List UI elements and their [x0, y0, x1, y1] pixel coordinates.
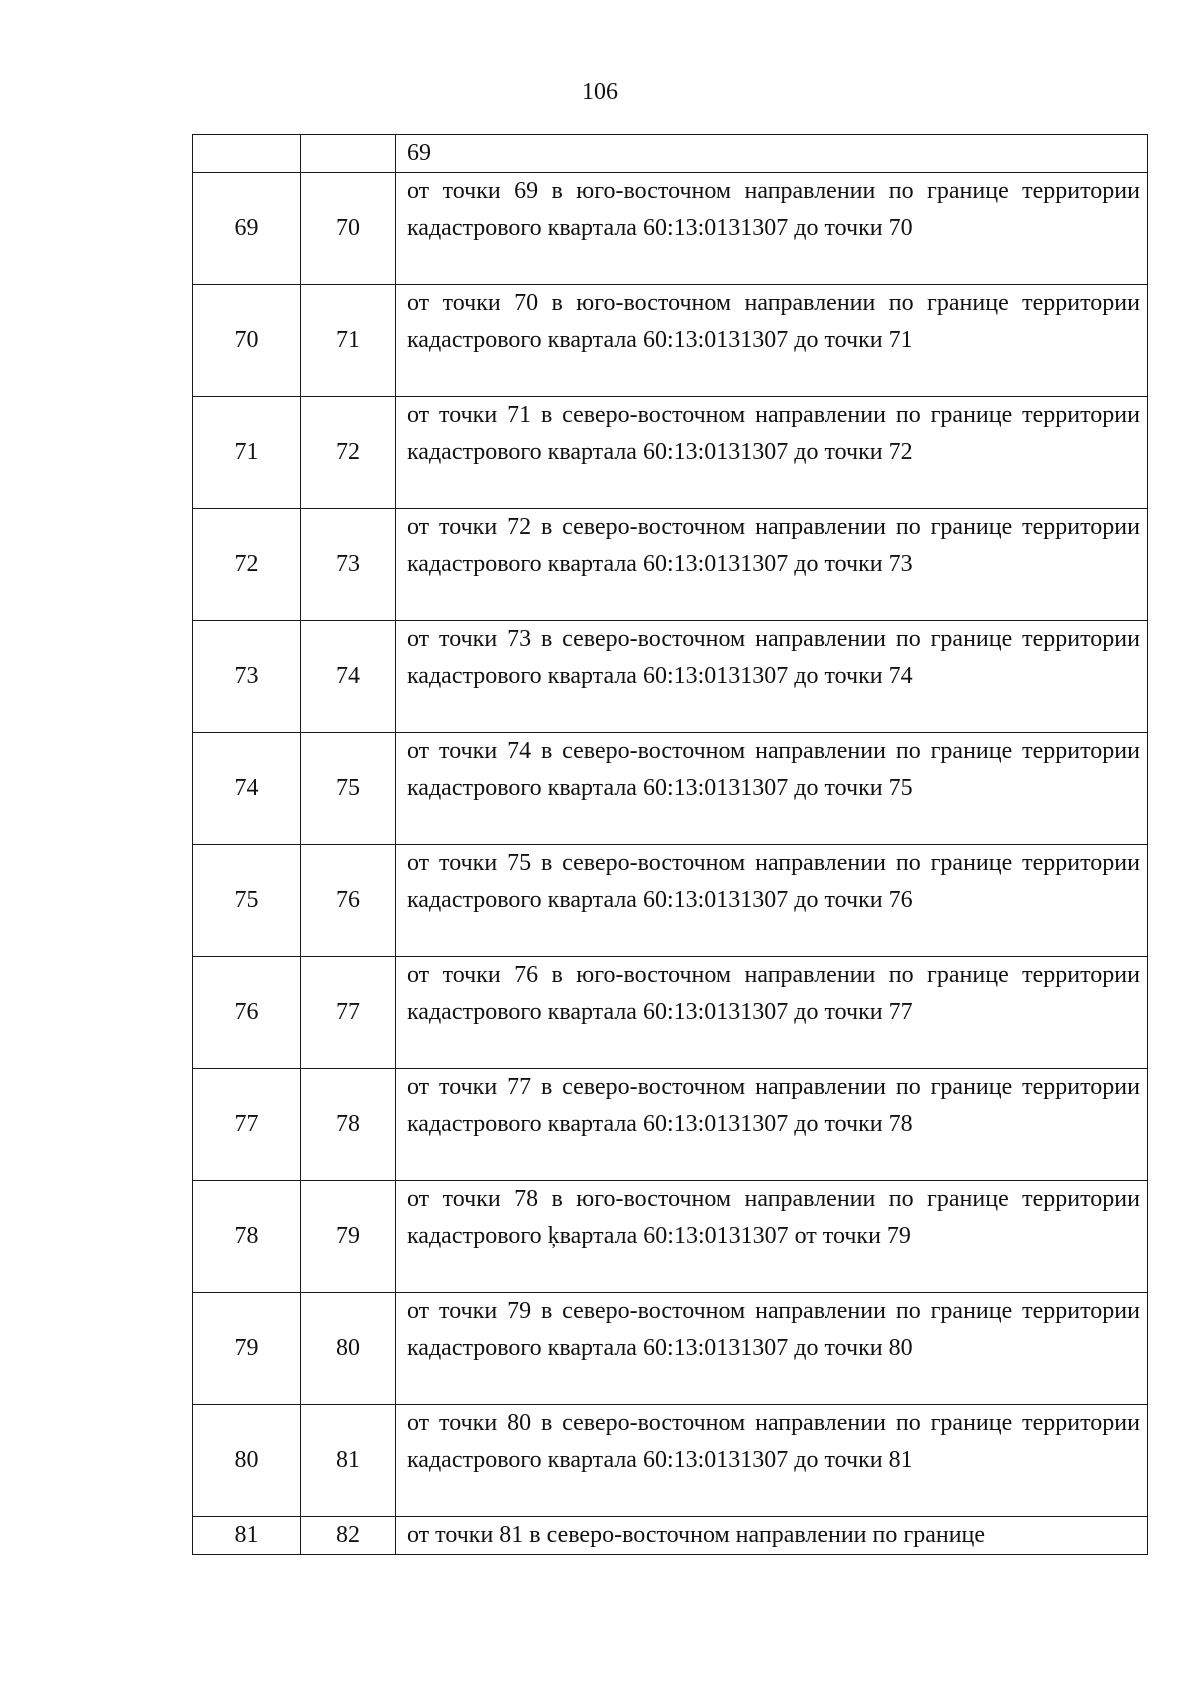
point-to-cell: 74	[301, 621, 396, 733]
table-row	[193, 509, 1148, 621]
point-to-cell: 70	[301, 173, 396, 285]
point-from-cell: 70	[193, 285, 301, 397]
table-row	[193, 1181, 1148, 1293]
segment-description-cell: от точки 70 в юго-восточном направлении по границе территории кадастрового квартала 60:13:0131307 до точки 71	[396, 285, 1148, 397]
point-to-cell	[301, 135, 396, 173]
point-to-cell: 72	[301, 397, 396, 509]
point-from-cell: 69	[193, 173, 301, 285]
segment-description-cell: от точки 71 в северо-восточном направлении по границе территории кадастрового квартала 60:13:0131307 до точки 72	[396, 397, 1148, 509]
table-row	[193, 135, 1148, 173]
point-to-cell: 71	[301, 285, 396, 397]
table-row	[193, 733, 1148, 845]
point-from-cell: 72	[193, 509, 301, 621]
point-to-cell: 82	[301, 1517, 396, 1555]
point-to-cell: 73	[301, 509, 396, 621]
segment-description-cell: от точки 72 в северо-восточном направлении по границе территории кадастрового квартала 60:13:0131307 до точки 73	[396, 509, 1148, 621]
point-from-cell: 79	[193, 1293, 301, 1405]
page-number: 106	[582, 79, 618, 105]
point-from-cell: 75	[193, 845, 301, 957]
table-row	[193, 1069, 1148, 1181]
table-row	[193, 957, 1148, 1069]
point-from-cell: 80	[193, 1405, 301, 1517]
point-to-cell: 78	[301, 1069, 396, 1181]
point-to-cell: 80	[301, 1293, 396, 1405]
point-to-cell: 77	[301, 957, 396, 1069]
segment-description-cell: от точки 80 в северо-восточном направлении по границе территории кадастрового квартала 60:13:0131307 до точки 81	[396, 1405, 1148, 1517]
segment-description-cell: от точки 79 в северо-восточном направлении по границе территории кадастрового квартала 60:13:0131307 до точки 80	[396, 1293, 1148, 1405]
point-from-cell: 71	[193, 397, 301, 509]
table-row	[193, 1405, 1148, 1517]
segment-description-cell: от точки 69 в юго-восточном направлении по границе территории кадастрового квартала 60:13:0131307 до точки 70	[396, 173, 1148, 285]
segment-description-cell: от точки 78 в юго-восточном направлении по границе территории кадастрового ķвартала 60:13:0131307 от точки 79	[396, 1181, 1148, 1293]
table-row	[193, 285, 1148, 397]
segment-description-cell: 69	[396, 135, 1148, 173]
point-from-cell: 77	[193, 1069, 301, 1181]
segment-description-cell: от точки 76 в юго-восточном направлении по границе территории кадастрового квартала 60:13:0131307 до точки 77	[396, 957, 1148, 1069]
table-row	[193, 1517, 1148, 1555]
point-to-cell: 79	[301, 1181, 396, 1293]
point-from-cell: 81	[193, 1517, 301, 1555]
boundary-description-table	[192, 134, 1148, 1555]
segment-description-cell: от точки 81 в северо-восточном направлении по границе	[396, 1517, 1148, 1555]
point-from-cell	[193, 135, 301, 173]
table-row	[193, 1293, 1148, 1405]
point-to-cell: 81	[301, 1405, 396, 1517]
point-from-cell: 76	[193, 957, 301, 1069]
segment-description-cell: от точки 75 в северо-восточном направлении по границе территории кадастрового квартала 60:13:0131307 до точки 76	[396, 845, 1148, 957]
point-from-cell: 73	[193, 621, 301, 733]
point-to-cell: 76	[301, 845, 396, 957]
segment-description-cell: от точки 74 в северо-восточном направлении по границе территории кадастрового квартала 60:13:0131307 до точки 75	[396, 733, 1148, 845]
point-from-cell: 78	[193, 1181, 301, 1293]
table-row	[193, 845, 1148, 957]
table-row	[193, 621, 1148, 733]
segment-description-cell: от точки 77 в северо-восточном направлении по границе территории кадастрового квартала 60:13:0131307 до точки 78	[396, 1069, 1148, 1181]
table-row	[193, 397, 1148, 509]
table-row	[193, 173, 1148, 285]
segment-description-cell: от точки 73 в северо-восточном направлении по границе территории кадастрового квартала 60:13:0131307 до точки 74	[396, 621, 1148, 733]
point-to-cell: 75	[301, 733, 396, 845]
point-from-cell: 74	[193, 733, 301, 845]
